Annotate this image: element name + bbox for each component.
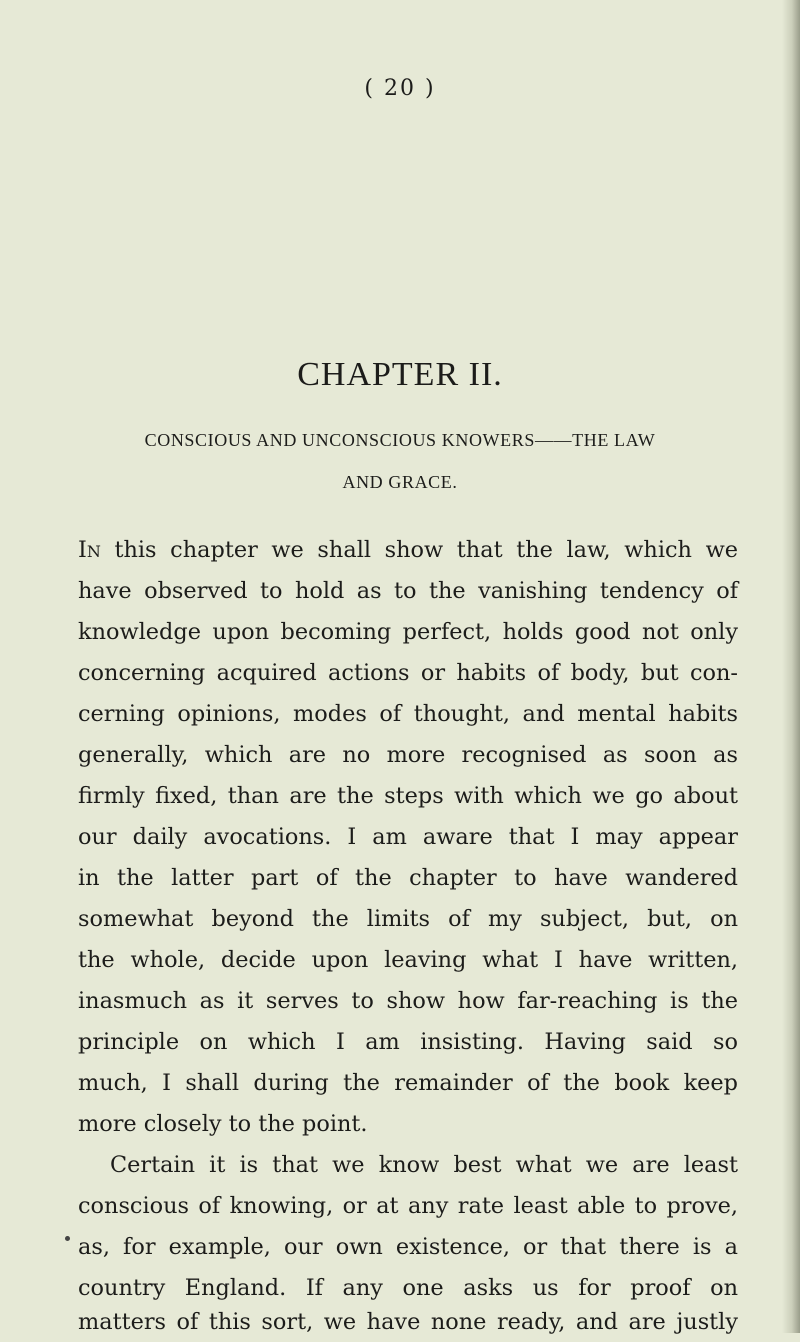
paragraph-1-line-5: cerning opinions, modes of thought, and mental habits [78,701,738,727]
paragraph-1-line-10: somewhat beyond the limits of my subject, but, on [78,906,738,932]
page-number: ( 20 ) [364,76,436,101]
paragraph-1-line-8: our daily avocations. I am aware that I may appear [78,824,738,850]
paragraph-1-line-14: much, I shall during the remainder of the book keep [78,1070,738,1096]
paragraph-1-line-12: inasmuch as it serves to show how far-reaching is the [78,988,738,1014]
paragraph-1-line-11: the whole, decide upon leaving what I have written, [78,947,738,973]
paragraph-2-line-3: as, for example, our own existence, or that there is a [78,1234,738,1260]
first-word: In [78,537,101,563]
paragraph-1-line-9: in the latter part of the chapter to have wandered [78,865,738,891]
paragraph-1-line-6: generally, which are no more recognised as soon as [78,742,738,768]
ink-speck [65,1236,70,1241]
paragraph-2-line-2: conscious of knowing, or at any rate least able to prove, [78,1193,738,1219]
chapter-subtitle-line-2: AND GRACE. [342,472,458,492]
chapter-subtitle-line-1: CONSCIOUS AND UNCONSCIOUS KNOWERS——THE LAW [144,430,656,450]
chapter-title: CHAPTER II. [297,356,503,393]
paragraph-1-line-15: more closely to the point. [78,1111,368,1137]
paragraph-2-line-4: country England. If any one asks us for proof on [78,1275,738,1301]
page-edge-shadow [782,0,800,1333]
paragraph-1-line-4: concerning acquired actions or habits of body, but con- [78,660,738,686]
paragraph-1-line-1 [78,530,738,570]
paragraph-2-line-1: Certain it is that we know best what we are least [110,1152,738,1178]
paragraph-1-line-2: have observed to hold as to the vanishing tendency of [78,578,738,604]
paragraph-1-line-13: principle on which I am insisting. Having said so [78,1029,738,1055]
paragraph-1-line-3: knowledge upon becoming perfect, holds good not only [78,619,738,645]
paragraph-1-line-7: firmly fixed, than are the steps with which we go about [78,783,738,809]
paragraph-2-line-5: matters of this sort, we have none ready, and are justly [78,1309,738,1335]
line-text: this chapter we shall show that the law, which we [100,537,738,563]
